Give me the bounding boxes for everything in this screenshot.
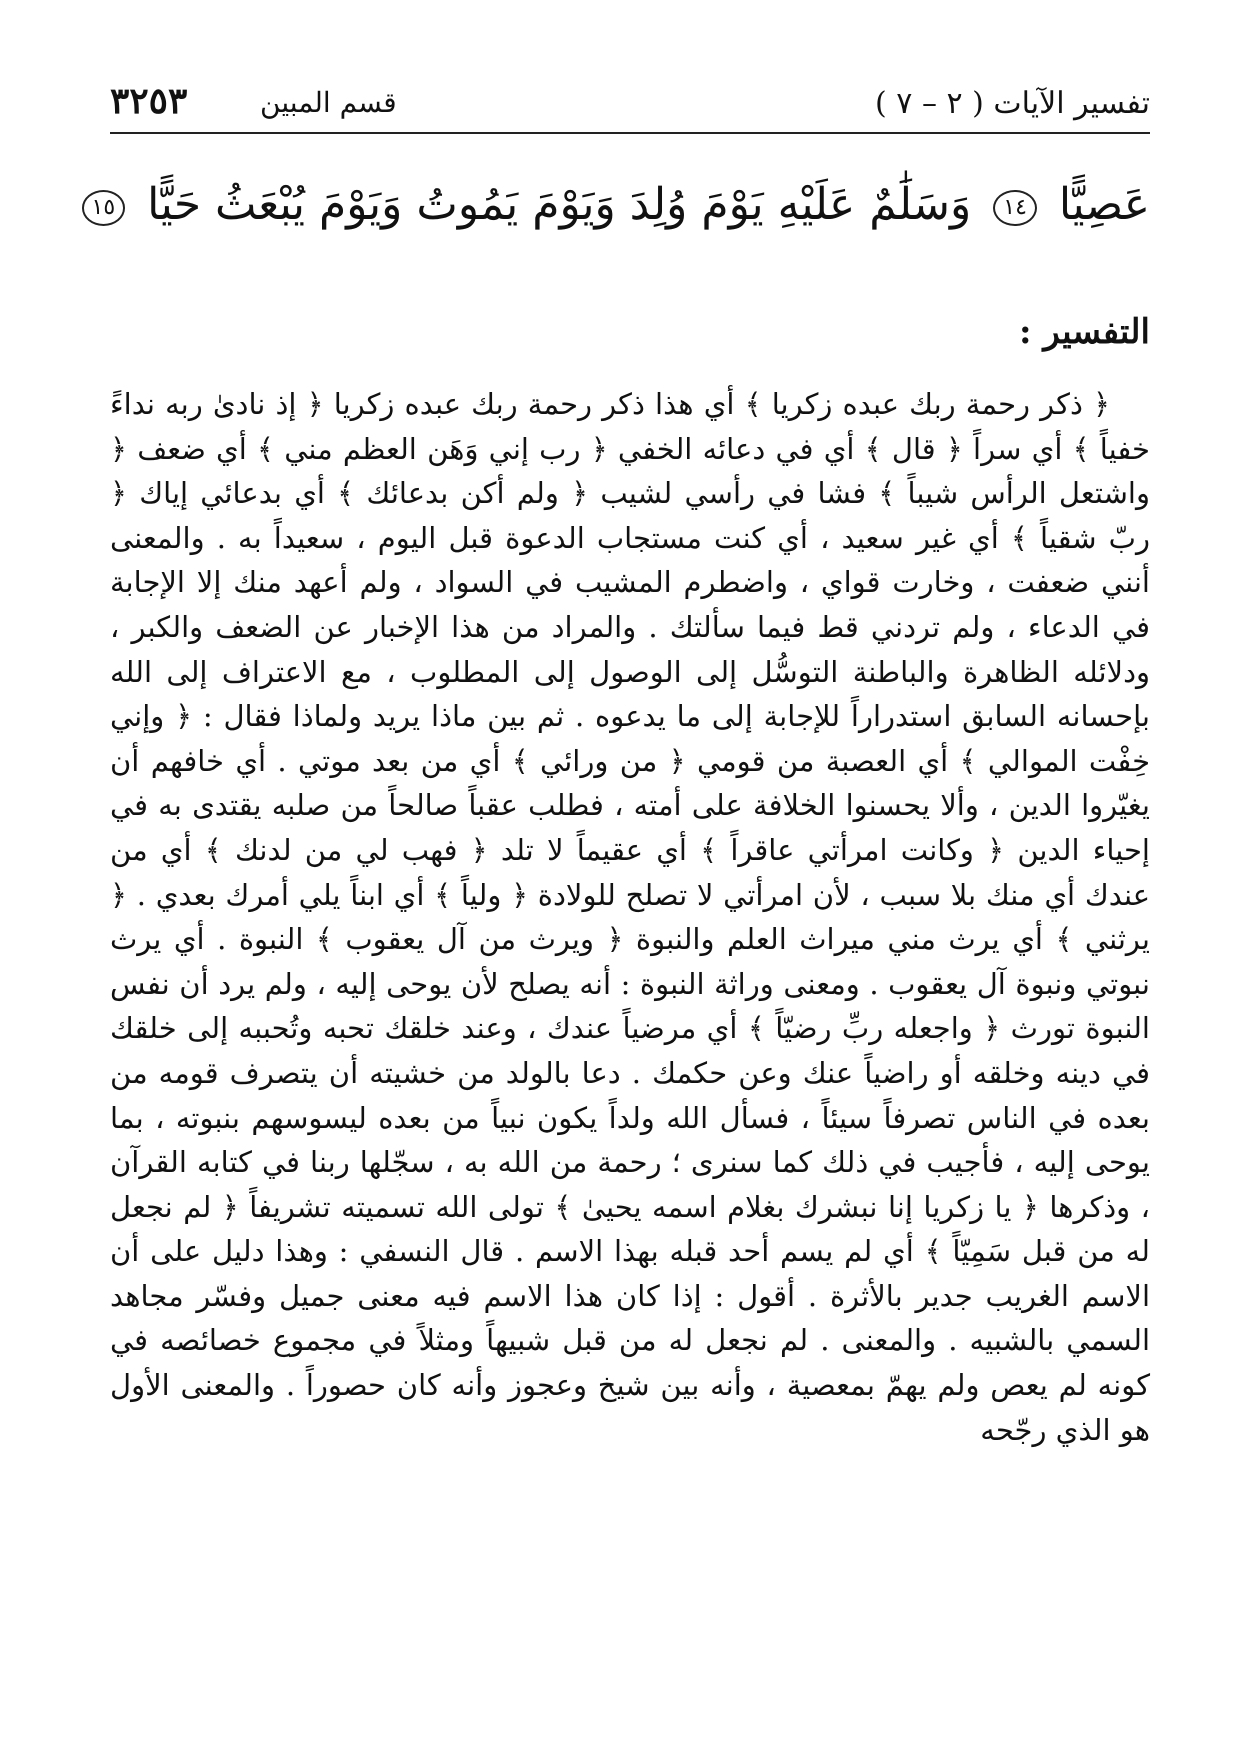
section-name: قسم المبين: [260, 86, 397, 119]
verse-text-part2: وَسَلَٰمٌ عَلَيْهِ يَوْمَ وُلِدَ وَيَوْمَ يَمُوتُ وَيَوْمَ يُبْعَثُ حَيًّا: [147, 179, 972, 230]
verse-number-marker: ١٥: [82, 190, 126, 226]
page-number: ٣٢٥٣: [110, 80, 188, 122]
verse-text-part1: عَصِيًّا: [1058, 179, 1150, 230]
running-title: تفسير الآيات ( ٢ – ٧ ): [875, 86, 1150, 121]
tafsir-body: [110, 382, 1150, 1452]
quran-verse: [91, 160, 1150, 250]
header-rule: [110, 132, 1150, 134]
body-paragraph: ﴿ ذكر رحمة ربك عبده زكريا ﴾ أي هذا ذكر رحمة ربك عبده زكريا ﴿ إذ نادىٰ ربه نداءً خفياً ﴾ أي سراً ﴿ قال ﴾ أي في دعائه الخفي ﴿ رب إني وَهَن العظم مني ﴾ أي ضعف ﴿ واشتعل الرأس شيباً ﴾ فشا في رأسي لشيب ﴿ ولم أكن بدعائك ﴾ أي بدعائي إياك ﴿ ربّ شقياً ﴾ أي غير سعيد ، أي كنت مستجاب الدعوة قبل اليوم ، سعيداً به . والمعنى أنني ضعفت ، وخارت قواي ، واضطرم المشيب في السواد ، ولم أعهد منك إلا الإجابة في الدعاء ، ولم تردني قط فيما سألتك . والمراد من هذا الإخبار عن الضعف والكبر ، ودلائله الظاهرة والباطنة التوسُّل إلى الوصول إلى المطلوب ، مع الاعتراف إلى الله بإحسانه السابق استدراراً للإجابة إلى ما يدعوه . ثم بين ماذا يريد ولماذا فقال : ﴿ وإني خِفْت الموالي ﴾ أي العصبة من قومي ﴿ من ورائي ﴾ أي من بعد موتي . أي خافهم أن يغيّروا الدين ، وألا يحسنوا الخلافة على أمته ، فطلب عقباً صالحاً من صلبه يقتدى به في إحياء الدين ﴿ وكانت امرأتي عاقراً ﴾ أي عقيماً لا تلد ﴿ فهب لي من لدنك ﴾ أي من عندك أي منك بلا سبب ، لأن امرأتي لا تصلح للولادة ﴿ ولياً ﴾ أي ابناً يلي أمرك بعدي . ﴿ يرثني ﴾ أي يرث مني ميراث العلم والنبوة ﴿ ويرث من آل يعقوب ﴾ النبوة . أي يرث نبوتي ونبوة آل يعقوب . ومعنى وراثة النبوة : أنه يصلح لأن يوحى إليه ، ولم يرد أن نفس النبوة تورث ﴿ واجعله ربِّ رضيّاً ﴾ أي مرضياً عندك ، وعند خلقك تحبه وتُحببه إلى خلقك في دينه وخلقه أو راضياً عنك وعن حكمك . دعا بالولد من خشيته أن يتصرف قومه من بعده في الناس تصرفاً سيئاً ، فسأل الله ولداً يكون نبياً من بعده ليسوسهم بنبوته ، بما يوحى إليه ، فأجيب في ذلك كما سنرى ؛ رحمة من الله به ، سجّلها ربنا في كتابه القرآن ، وذكرها ﴿ يا زكريا إنا نبشرك بغلام اسمه يحيىٰ ﴾ تولى الله تسميته تشريفاً ﴿ لم نجعل له من قبل سَمِيّاً ﴾ أي لم يسم أحد قبله بهذا الاسم . قال النسفي : وهذا دليل على أن الاسم الغريب جدير بالأثرة . أقول : إذا كان هذا الاسم فيه معنى جميل وفسّر مجاهد السمي بالشبيه . والمعنى . لم نجعل له من قبل شبيهاً ومثلاً في مجموع خصائصه في كونه لم يعص ولم يهمّ بمعصية ، وأنه بين شيخ وعجوز وأنه كان حصوراً . والمعنى الأول هو الذي رجّحه: [110, 387, 1150, 1447]
verse-number-marker: ١٤: [993, 190, 1037, 226]
tafsir-heading: التفسير :: [1018, 312, 1150, 352]
page-header: [110, 78, 1150, 128]
